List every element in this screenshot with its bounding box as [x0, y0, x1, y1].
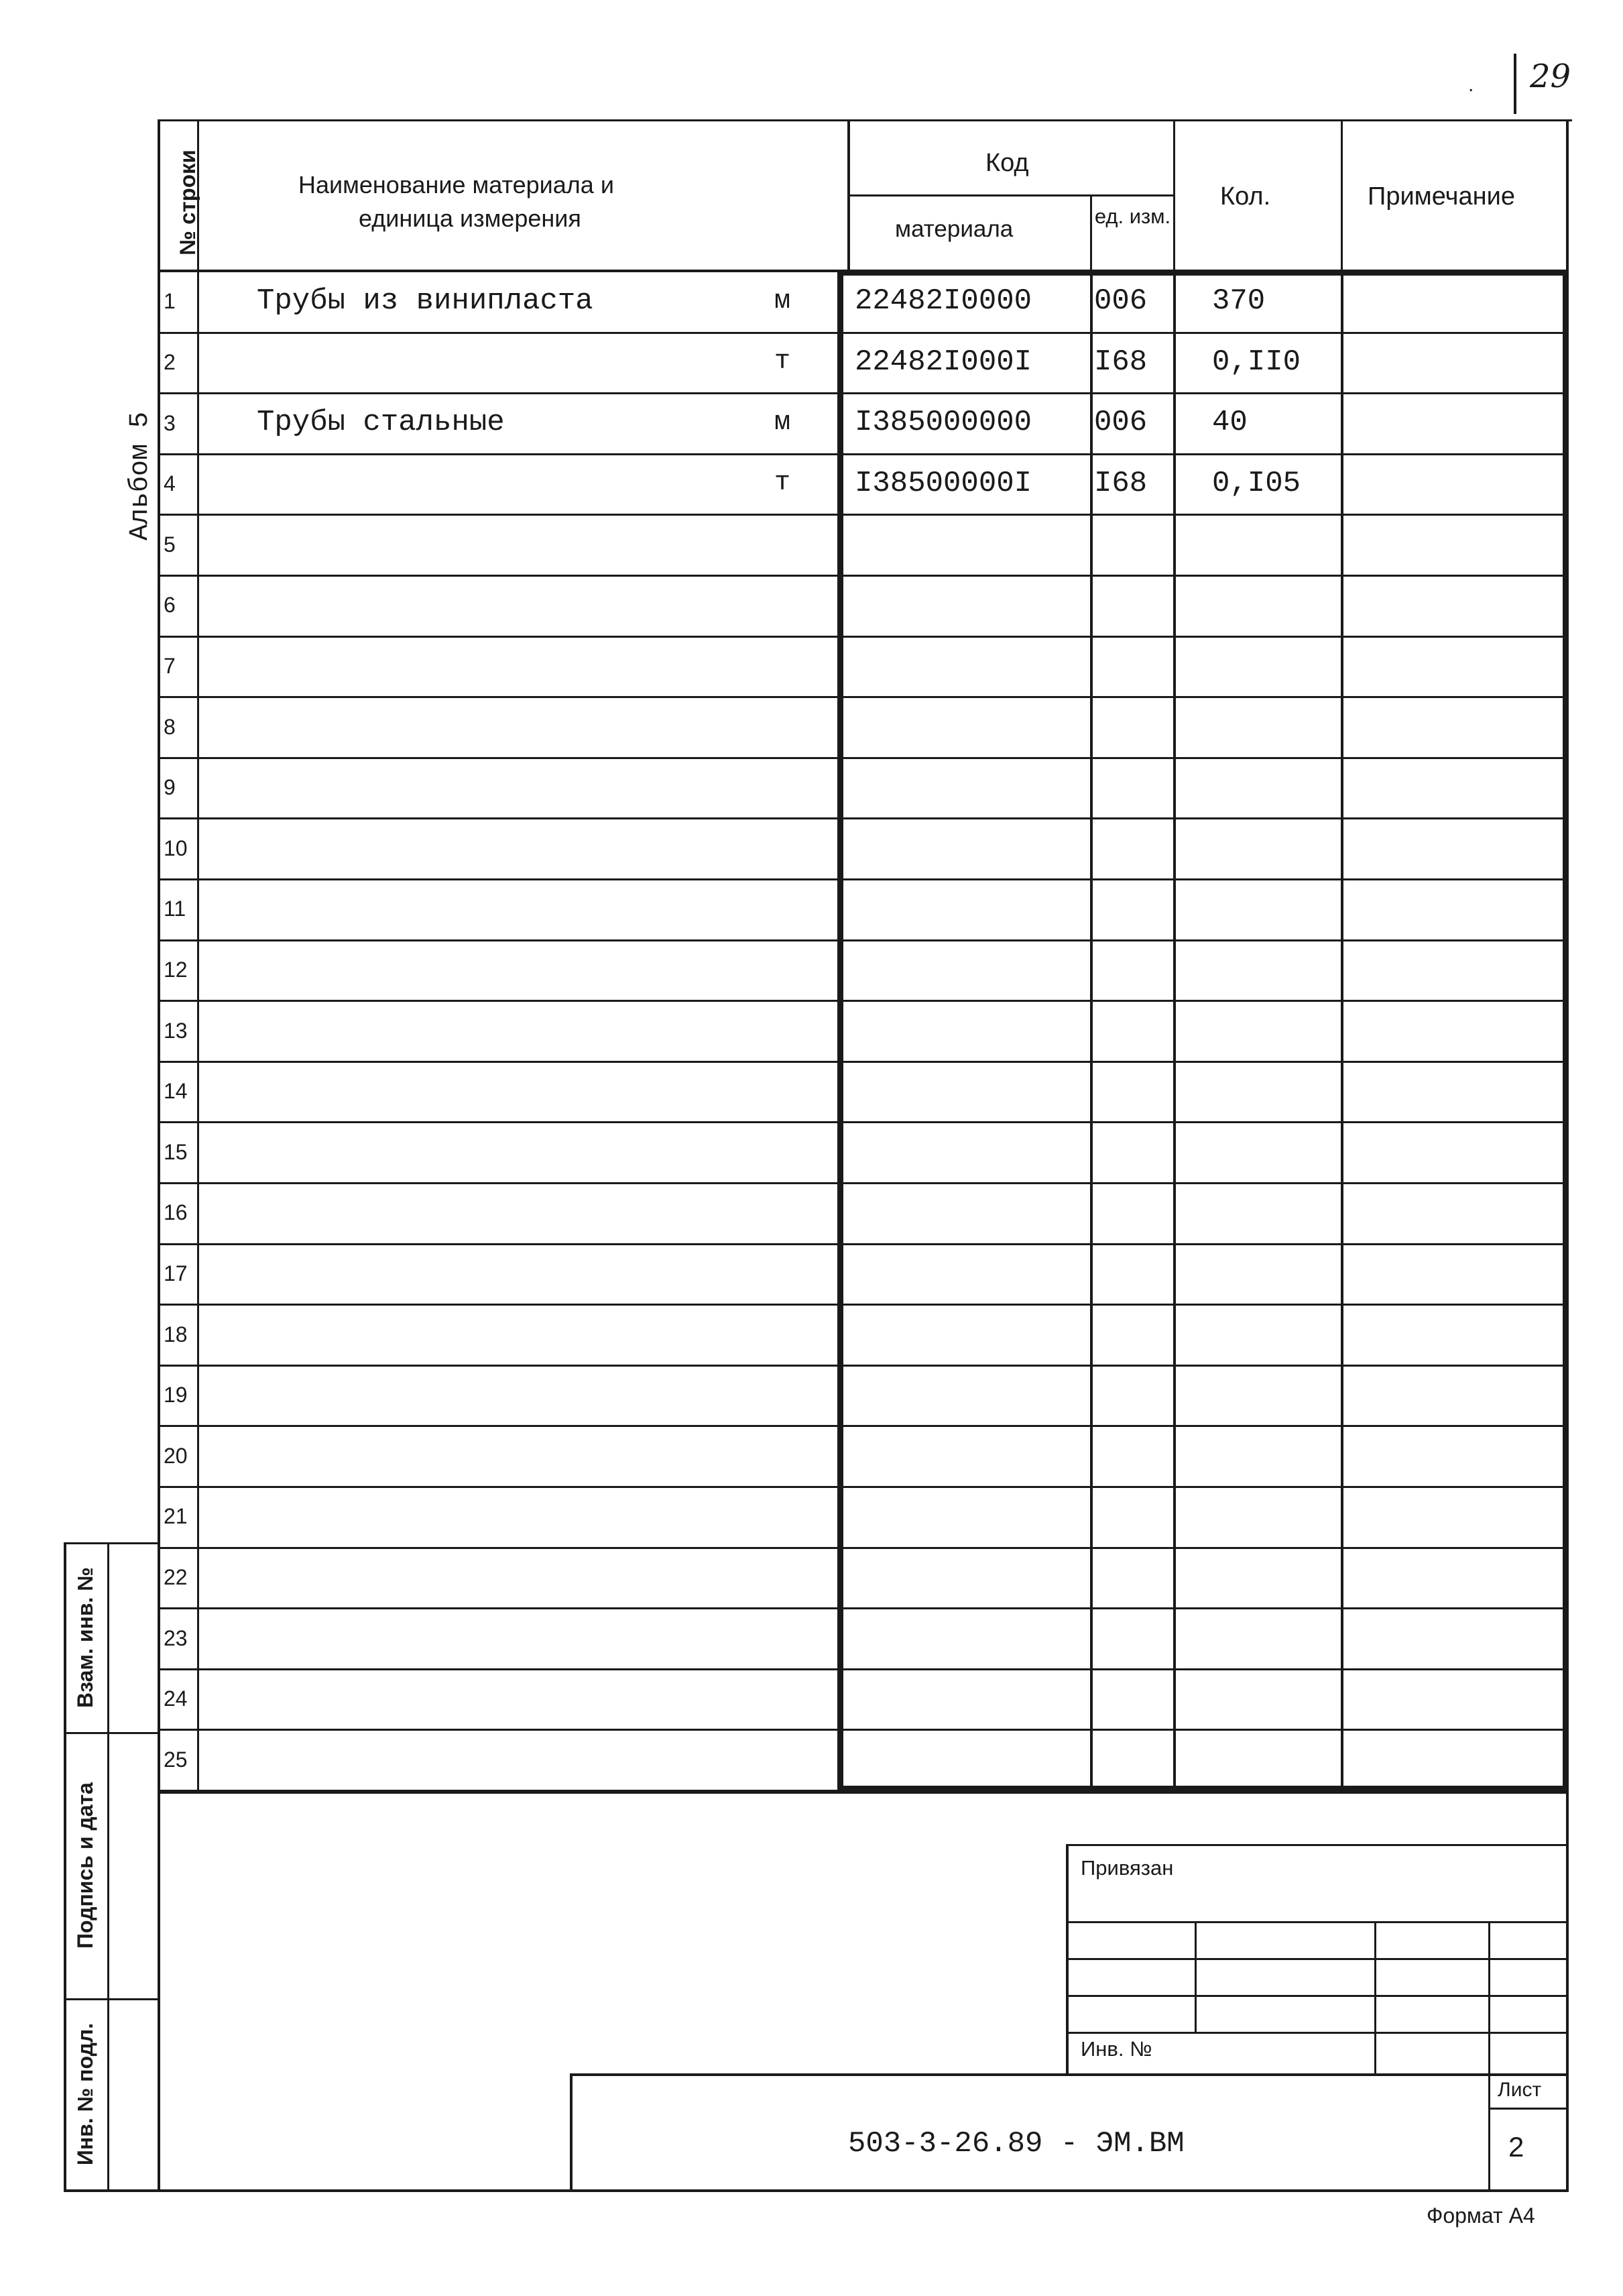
- col-line-rowno: [197, 119, 199, 1792]
- tb-bound-top: [158, 1792, 1569, 1794]
- row-number: 21: [164, 1504, 188, 1529]
- row-number: 18: [164, 1322, 188, 1346]
- col-line-ucode: [1090, 194, 1092, 272]
- tb-grid-c3: [1488, 1921, 1490, 2189]
- header-name-line1: Наименование материала и: [298, 171, 614, 198]
- header-code: Код: [985, 149, 1029, 177]
- code-region-top: [837, 270, 1569, 276]
- document-designation: 503-3-26.89 - ЭМ.ВМ: [848, 2127, 1185, 2161]
- row-number: 9: [164, 775, 176, 800]
- stamp-inv-podl: Инв. № подл.: [73, 2022, 97, 2166]
- page-number: 29: [1530, 58, 1571, 95]
- row-material-code: 22482I000I: [855, 345, 1032, 379]
- row-number: 12: [164, 958, 188, 982]
- tb-grid-r2: [1066, 1995, 1569, 1997]
- tb-grid-r1: [1066, 1958, 1569, 1960]
- tb-privyazan-bottom: [1066, 1921, 1569, 1923]
- row-number: 25: [164, 1747, 188, 1772]
- row-quantity: 0,II0: [1212, 345, 1301, 379]
- header-code-unit: ед. изм.: [1094, 205, 1171, 228]
- row-name: Трубы из винипласта: [257, 284, 593, 319]
- row-number: 23: [164, 1625, 188, 1650]
- stamp-div1: [64, 1732, 159, 1734]
- row-number: 22: [164, 1565, 188, 1590]
- row-quantity: 0,I05: [1212, 466, 1301, 500]
- row-unit: т: [774, 347, 791, 378]
- row-number: 8: [164, 714, 176, 739]
- row-number: 7: [164, 654, 176, 679]
- sheet-label: Лист: [1498, 2079, 1542, 2101]
- row-unit-code: I68: [1094, 466, 1148, 500]
- header-name-line2: единица измерения: [359, 205, 581, 232]
- frame-bottom: [64, 2189, 1569, 2192]
- row-unit: т: [774, 468, 791, 499]
- tb-sheet-div: [1488, 2108, 1569, 2110]
- row-number: 2: [164, 350, 176, 375]
- frame-top: [158, 119, 1572, 121]
- row-unit-code: 006: [1094, 284, 1148, 319]
- row-number: 16: [164, 1200, 188, 1225]
- sheet-value: 2: [1508, 2131, 1524, 2163]
- row-number: 10: [164, 836, 188, 860]
- header-note: Примечание: [1368, 182, 1515, 211]
- header-row-no: № строки: [175, 150, 200, 255]
- privyazan-label: Привязан: [1081, 1856, 1174, 1880]
- code-subheader-line: [847, 194, 1175, 196]
- row-material-code: I38500000I: [855, 466, 1032, 500]
- tb-privyazan-top: [1066, 1844, 1569, 1846]
- tb-grid-c2: [1374, 1921, 1376, 2075]
- row-number: 3: [164, 410, 176, 435]
- tb-main-left: [570, 2073, 573, 2191]
- tb-grid-r3: [1066, 2032, 1569, 2034]
- corner-dot: .: [1468, 74, 1474, 96]
- code-region-border: [837, 270, 1569, 1792]
- col-line-note: [1341, 119, 1343, 272]
- tb-grid-c1: [1195, 1921, 1197, 2032]
- format-label: Формат А4: [1427, 2203, 1535, 2228]
- row-quantity: 40: [1212, 406, 1248, 440]
- stamp-podpis-data: Подпись и дата: [73, 1782, 97, 1949]
- row-material-code: 22482I0000: [855, 284, 1032, 319]
- row-number: 15: [164, 1139, 188, 1164]
- row-quantity: 370: [1212, 284, 1266, 319]
- row-unit-code: 006: [1094, 406, 1148, 440]
- row-number: 19: [164, 1383, 188, 1408]
- row-number: 4: [164, 471, 176, 496]
- page-number-divider: [1514, 54, 1516, 114]
- row-number: 11: [164, 897, 186, 921]
- album-label: Альбом 5: [125, 411, 156, 541]
- row-unit: м: [774, 286, 791, 317]
- stamp-vzam-inv: Взам. инв. №: [73, 1567, 97, 1708]
- row-material-code: I385000000: [855, 406, 1032, 440]
- header-qty: Кол.: [1220, 182, 1271, 211]
- tb-main-top: [570, 2073, 1569, 2076]
- row-number: 5: [164, 532, 176, 557]
- stamp-mid: [107, 1542, 109, 2191]
- row-number: 24: [164, 1686, 188, 1711]
- stamp-left: [64, 1542, 66, 2191]
- row-number: 6: [164, 593, 176, 618]
- row-unit: м: [774, 407, 791, 438]
- header-code-material: материала: [895, 216, 1014, 242]
- frame-left: [158, 119, 160, 2191]
- row-number: 17: [164, 1261, 188, 1286]
- row-number: 14: [164, 1079, 188, 1104]
- row-number: 1: [164, 289, 176, 314]
- row-number: 20: [164, 1443, 188, 1468]
- row-number: 13: [164, 1018, 188, 1043]
- row-unit-code: I68: [1094, 345, 1148, 379]
- inv-no-label: Инв. №: [1081, 2037, 1152, 2061]
- row-name: Трубы стальные: [257, 406, 505, 440]
